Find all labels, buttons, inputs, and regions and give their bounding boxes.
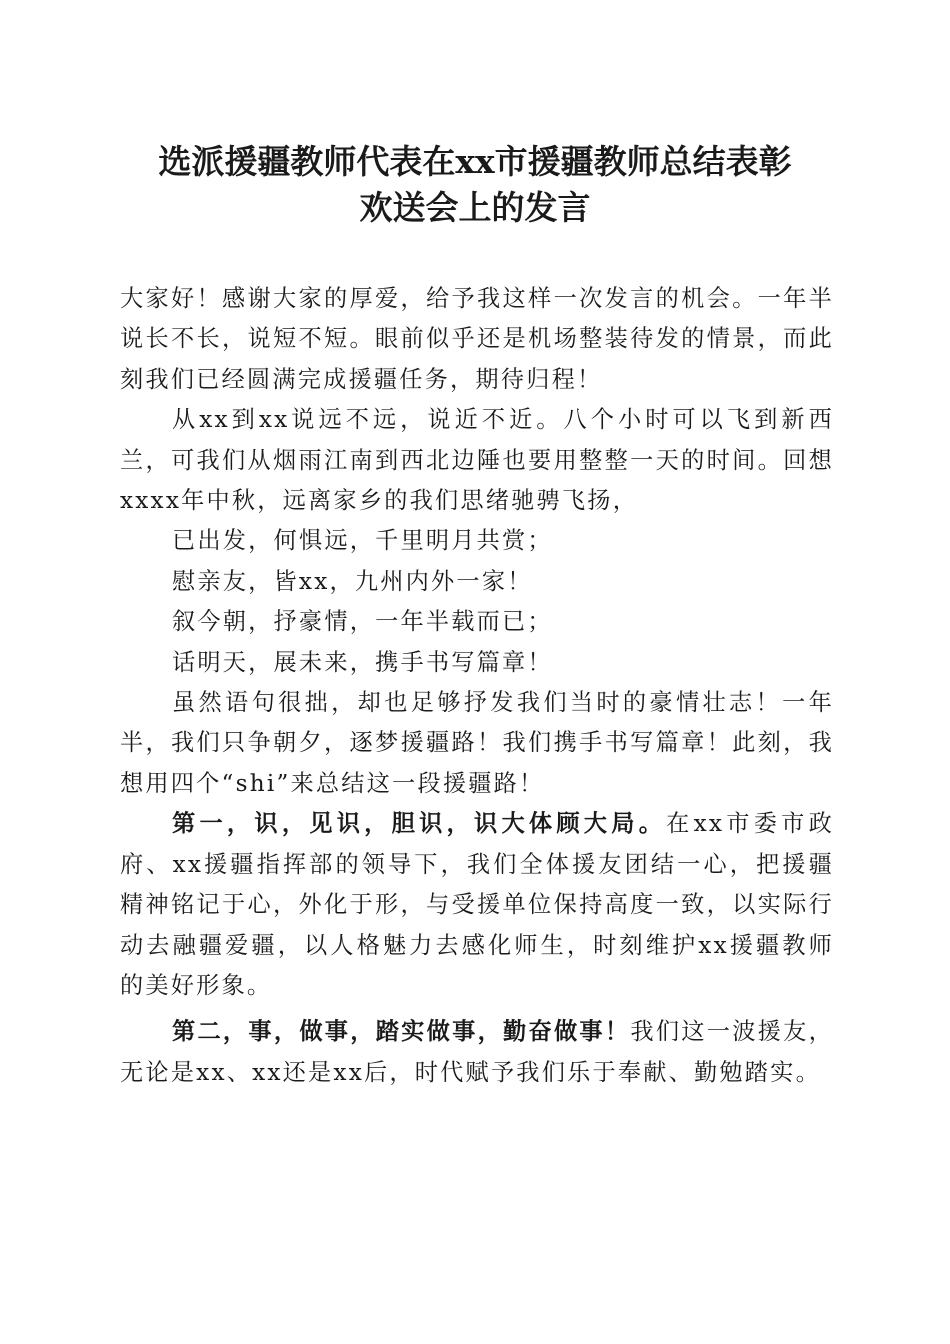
document-body xyxy=(120,279,834,1093)
first-point-body: 在xx市委市政府、xx援疆指挥部的领导下，我们全体援友团结一心，把援疆精神铭记于心，外化于形，与受援单位保持高度一致，以实际行动去融疆爱疆，以人格魅力去感化师生，时刻维护xx援疆教师的美好形象。 xyxy=(120,810,834,999)
second-point-heading: 第二，事，做事，踏实做事，勤奋做事！ xyxy=(172,1018,631,1046)
verse-line-1: 已出发，何惧远，千里明月共赏； xyxy=(172,527,553,555)
paragraph-distance: 从xx到xx说远不远，说近不近。八个小时可以飞到新西兰，可我们从烟雨江南到西北边陲也要用整整一天的时间。回想xxxx年中秋，远离家乡的我们思绪驰骋飞扬， xyxy=(120,406,834,515)
second-point-body: 我们这一波援友，无论是xx、xx还是xx后，时代赋予我们乐于奉献、勤勉踏实。 xyxy=(120,1018,834,1086)
title-line-2: 欢送会上的发言 xyxy=(359,188,591,227)
paragraph-second-point xyxy=(120,1012,834,1093)
verse-line-4: 话明天，展未来，携手书写篇章！ xyxy=(172,648,553,676)
title-line-1: 选派援疆教师代表在xx市援疆教师总结表彰 xyxy=(158,142,792,181)
paragraph-greeting: 大家好！感谢大家的厚爱，给予我这样一次发言的机会。一年半说长不长，说短不短。眼前似乎还是机场整装待发的情景，而此刻我们已经圆满完成援疆任务，期待归程！ xyxy=(120,285,834,393)
verse-line-2: 慰亲友，皆xx，九州内外一家！ xyxy=(172,567,533,595)
paragraph-first-point xyxy=(120,804,834,1006)
first-point-heading: 第一，识，见识，胆识，识大体顾大局。 xyxy=(172,810,667,838)
verse-line-3: 叙今朝，抒豪情，一年半载而已； xyxy=(172,608,553,636)
paragraph-summary-intro: 虽然语句很拙，却也足够抒发我们当时的豪情壮志！一年半，我们只争朝夕，逐梦援疆路！我们携手书写篇章！此刻，我想用四个“shi”来总结这一段援疆路！ xyxy=(120,689,834,797)
